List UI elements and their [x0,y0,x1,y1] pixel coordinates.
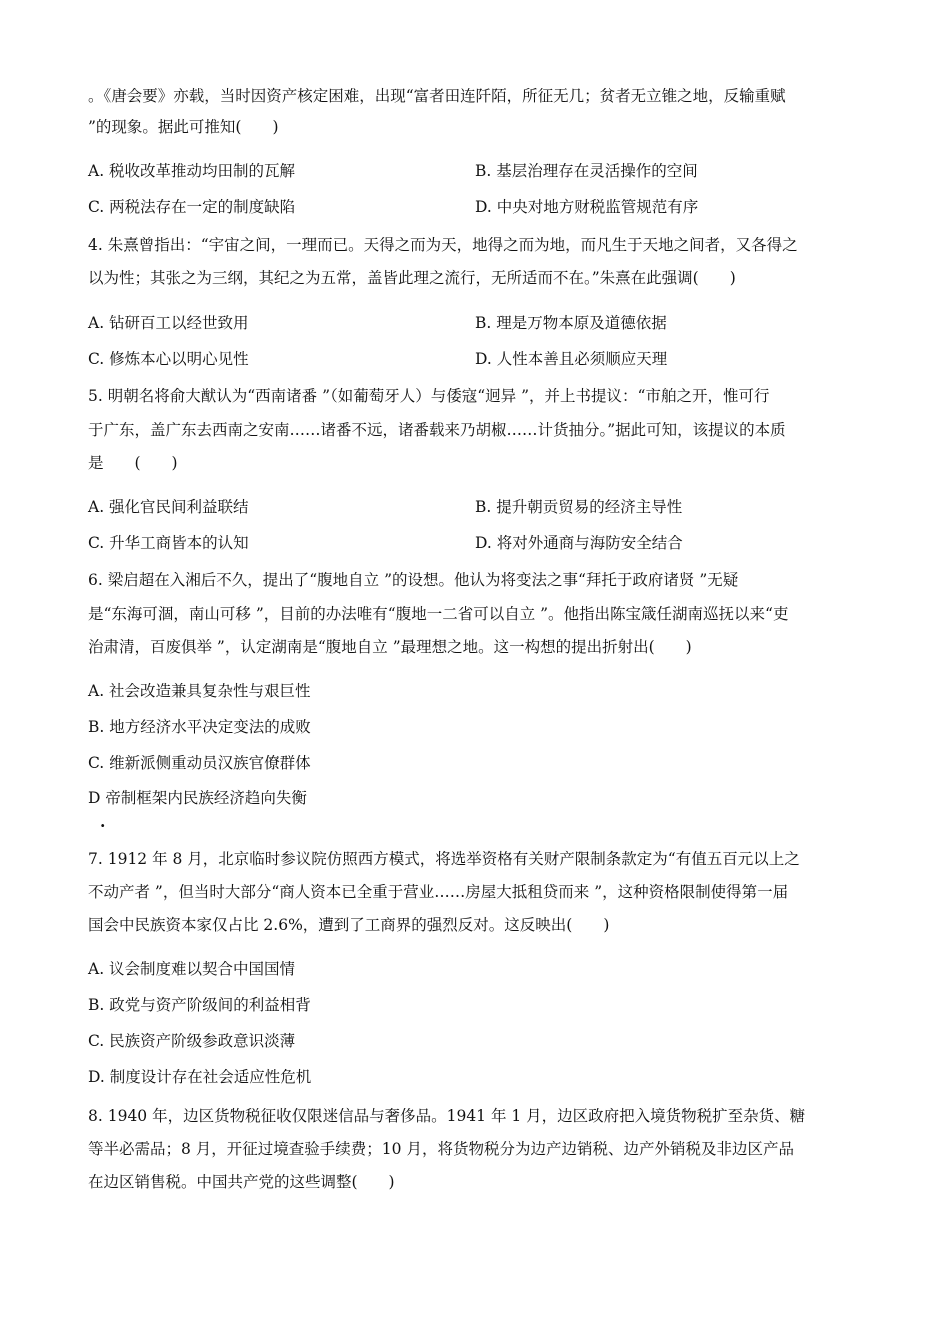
q6-option-b: B. 地方经济水平决定变法的成败 [88,718,311,736]
q6-option-c: C. 维新派侧重动员汉族官僚群体 [88,754,311,772]
q3-option-d: D. 中央对地方财税监管规范有序 [475,198,699,216]
q5-stem-line-3: 是 ( ) [88,454,178,472]
q6-stem-line-3: 治肃清，百废俱举 ”，认定湖南是“腹地自立 ”最理想之地。这一构想的提出折射出( ) [88,638,692,656]
q7-option-c: C. 民族资产阶级参政意识淡薄 [88,1032,296,1050]
q3-stem-line-2: ”的现象。据此可推知( ) [88,118,279,136]
q7-option-d: D. 制度设计存在社会适应性危机 [88,1068,312,1086]
q3-option-a: A. 税收改革推动均田制的瓦解 [88,162,296,180]
q7-stem-line-3: 国会中民族资本家仅占比 2.6%，遭到了工商界的强烈反对。这反映出( ) [88,916,610,934]
q4-stem-line-1: 4. 朱熹曾指出：“宇宙之间，一理而已。天得之而为天，地得之而为地，而凡生于天地之间者，又各得之 [88,236,798,254]
q7-stem-line-1: 7. 1912 年 8 月，北京临时参议院仿照西方模式，将选举资格有关财产限制条款定为“有值五百元以上之 [88,850,800,868]
q4-option-d: D. 人性本善且必须顺应天理 [475,350,668,368]
q5-option-c: C. 升华工商皆本的认知 [88,534,249,552]
q6-stem-line-1: 6. 梁启超在入湘后不久，提出了“腹地自立 ”的设想。他认为将变法之事“拜托于政府诸贤 ”无疑 [88,571,739,589]
q7-stem-line-2: 不动产者 ”，但当时大部分“商人资本已全重于营业……房屋大抵租贷而来 ”，这种资格限制使得第一届 [88,883,789,901]
q6-option-a: A. 社会改造兼具复杂性与艰巨性 [88,682,311,700]
q5-stem-line-2: 于广东，盖广东去西南之安南……诸番不远，诸番载来乃胡椒……计货抽分。”据此可知，该提议的本质 [88,421,786,439]
q8-stem-line-2: 等半必需品；8 月，开征过境查验手续费；10 月，将货物税分为边产边销税、边产外销税及非边区产品 [88,1140,794,1158]
q3-stem-line-1: 。《唐会要》亦载，当时因资产核定困难，出现“富者田连阡陌，所征无几；贫者无立锥之地，反输重赋 [88,87,786,105]
q6-option-d: D 帝制框架内民族经济趋向失衡 [88,789,307,807]
q8-stem-line-1: 8. 1940 年，边区货物税征收仅限迷信品与奢侈品。1941 年 1 月，边区政府把入境货物税扩至杂货、糖 [88,1107,806,1125]
q7-option-a: A. 议会制度难以契合中国国情 [88,960,296,978]
q4-option-c: C. 修炼本心以明心见性 [88,350,249,368]
q7-option-b: B. 政党与资产阶级间的利益相背 [88,996,311,1014]
q3-option-c: C. 两税法存在一定的制度缺陷 [88,198,296,216]
stray-dot: . [100,812,106,831]
q5-stem-line-1: 5. 明朝名将俞大猷认为“西南诸番 ”（如葡萄牙人）与倭寇“迥异 ”，并上书提议：“市舶之开，惟可行 [88,387,770,405]
q5-option-b: B. 提升朝贡贸易的经济主导性 [475,498,683,516]
q4-stem-line-2: 以为性；其张之为三纲，其纪之为五常，盖皆此理之流行，无所适而不在。”朱熹在此强调( ) [88,269,736,287]
q8-stem-line-3: 在边区销售税。中国共产党的这些调整( ) [88,1173,395,1191]
q4-option-b: B. 理是万物本原及道德依据 [475,314,667,332]
q3-option-b: B. 基层治理存在灵活操作的空间 [475,162,698,180]
q4-option-a: A. 钻研百工以经世致用 [88,314,249,332]
q5-option-a: A. 强化官民间利益联结 [88,498,249,516]
q5-option-d: D. 将对外通商与海防安全结合 [475,534,683,552]
q6-stem-line-2: 是“东海可涸，南山可移 ”，目前的办法唯有“腹地一二省可以自立 ”。他指出陈宝箴任湖南巡抚以来“吏 [88,605,789,623]
